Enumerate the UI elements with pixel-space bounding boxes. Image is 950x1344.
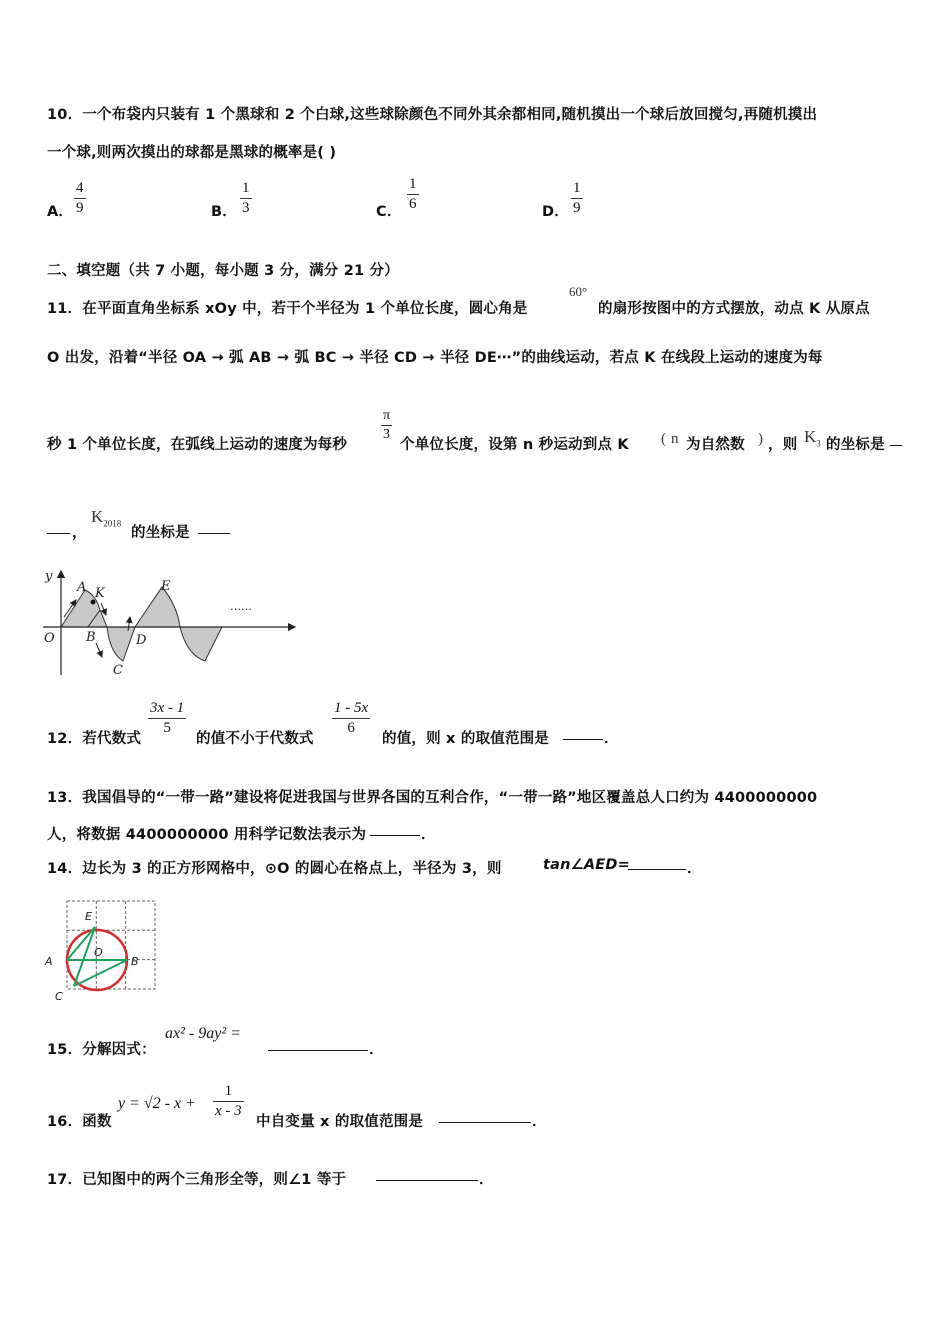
numerator: 4 bbox=[76, 180, 84, 196]
q16-suffix: 中自变量 x 的取值范围是 bbox=[256, 1114, 424, 1130]
denominator: 3 bbox=[383, 427, 391, 442]
q15-end: ． bbox=[369, 1042, 384, 1058]
q12-mid: 的值不小于代数式 bbox=[196, 731, 314, 747]
q11-line2: O 出发，沿着“半径 OA → 弧 AB → 弧 BC → 半径 CD → 半径 DE⋯”的曲线运动，若点 K 在线段上运动的速度为每 bbox=[47, 350, 823, 366]
q11-line3d: 为自然数 bbox=[686, 437, 745, 453]
q11-line1a: 11．在平面直角坐标系 xOy 中，若干个半径为 1 个单位长度，圆心角是 bbox=[47, 301, 528, 317]
label-c: C bbox=[113, 663, 123, 678]
q11-line3f: 的坐标是 bbox=[826, 437, 885, 453]
q10-option-b-fraction bbox=[240, 180, 252, 217]
q12-end: ． bbox=[604, 731, 619, 747]
denominator: 3 bbox=[242, 200, 250, 216]
numerator: 1 bbox=[409, 176, 417, 192]
q13-line2: 人，将数据 4400000000 用科学记数法表示为 bbox=[47, 827, 367, 843]
numerator: π bbox=[383, 408, 391, 423]
q10-option-c-fraction bbox=[407, 176, 419, 213]
label-ellipsis: …… bbox=[230, 600, 252, 613]
label-c: C bbox=[55, 990, 63, 1003]
label-e: E bbox=[161, 579, 171, 594]
q15-expression: ax² - 9ay² = bbox=[165, 1025, 241, 1042]
q11-line3a: 秒 1 个单位长度，在弧线上运动的速度为每秒 bbox=[47, 437, 348, 453]
q11-angle: 60° bbox=[569, 284, 588, 299]
q16-answer-blank[interactable] bbox=[439, 1110, 531, 1127]
q12-suffix: 的值，则 x 的取值范围是 bbox=[382, 731, 550, 747]
q11-k3-answer-blank[interactable] bbox=[890, 433, 902, 450]
q11-sector-figure bbox=[40, 565, 302, 680]
q11-line3b: 个单位长度，设第 n 秒运动到点 K bbox=[400, 437, 629, 453]
label-y: y bbox=[45, 569, 53, 584]
q11-line3e: ，则 bbox=[768, 437, 798, 453]
q12-fraction-2 bbox=[332, 700, 370, 737]
q16-expression: y = √2 - x + bbox=[118, 1095, 196, 1112]
q17-text: 17．已知图中的两个三角形全等，则∠1 等于 bbox=[47, 1172, 347, 1188]
section-title: 二、填空题（共 7 小题，每小题 3 分，满分 21 分） bbox=[47, 263, 399, 279]
q14-answer-blank[interactable] bbox=[628, 857, 686, 874]
q11-speed-fraction bbox=[381, 408, 392, 443]
numerator: 1 bbox=[242, 180, 250, 196]
q15-prefix: 15．分解因式： bbox=[47, 1042, 156, 1058]
q11-line1b: 的扇形按图中的方式摆放，动点 K 从原点 bbox=[598, 301, 870, 317]
q12-prefix: 12．若代数式 bbox=[47, 731, 142, 747]
label-a: A bbox=[45, 955, 53, 968]
q10-option-b-label[interactable]: B． bbox=[211, 204, 237, 220]
denominator: 9 bbox=[76, 200, 84, 216]
numerator: 1 bbox=[573, 180, 581, 196]
q11-k2018: $K_{2018}$ bbox=[91, 507, 122, 529]
denominator: 5 bbox=[163, 720, 171, 736]
q17-end: ． bbox=[479, 1172, 494, 1188]
q16-prefix: 16．函数 bbox=[47, 1114, 112, 1130]
q17-answer-blank[interactable] bbox=[376, 1168, 478, 1185]
q12-fraction-1 bbox=[148, 700, 186, 737]
numerator: 1 bbox=[224, 1083, 233, 1099]
q11-line4a: ， bbox=[72, 525, 87, 541]
numerator: 1 - 5x bbox=[334, 700, 369, 716]
q16-fraction bbox=[213, 1083, 244, 1120]
denominator: 6 bbox=[409, 196, 417, 212]
denominator: 9 bbox=[573, 200, 581, 216]
q10-option-d-fraction bbox=[571, 180, 583, 217]
q15-answer-blank[interactable] bbox=[268, 1038, 368, 1055]
q10-line1: 10．一个布袋内只装有 1 个黑球和 2 个白球,这些球除颜色不同外其余都相同,随机摸出一个球后放回搅匀,再随机摸出 bbox=[47, 107, 818, 123]
label-o: O bbox=[94, 946, 103, 959]
q10-option-a-fraction bbox=[74, 180, 86, 217]
label-o: O bbox=[44, 631, 55, 646]
denominator: x - 3 bbox=[215, 1103, 242, 1119]
q10-line2: 一个球,则两次摸出的球都是黑球的概率是( ) bbox=[47, 145, 337, 161]
q11-paren-open: ( bbox=[661, 431, 666, 447]
label-d: D bbox=[136, 633, 147, 648]
q14-grid-figure bbox=[40, 895, 165, 1005]
q11-line4b: 的坐标是 bbox=[131, 525, 190, 541]
q10-option-a-label[interactable]: A． bbox=[47, 204, 74, 220]
q16-end: ． bbox=[532, 1114, 547, 1130]
q11-k3-blank-continued[interactable] bbox=[47, 521, 70, 538]
q14-text: 14．边长为 3 的正方形网格中，⊙O 的圆心在格点上，半径为 3，则 bbox=[47, 861, 502, 877]
label-b: B bbox=[131, 955, 139, 968]
q13-end: ． bbox=[421, 827, 436, 843]
q11-paren-close: ) bbox=[758, 431, 763, 447]
q11-n-var: n bbox=[671, 431, 679, 447]
q14-expr: tan∠AED= bbox=[543, 857, 630, 873]
denominator: 6 bbox=[347, 720, 355, 736]
q14-end: ． bbox=[687, 861, 702, 877]
q10-option-d-label[interactable]: D． bbox=[542, 204, 569, 220]
numerator: 3x - 1 bbox=[150, 700, 185, 716]
q11-k3: $K_3$ bbox=[804, 427, 821, 449]
q11-k2018-answer-blank[interactable] bbox=[198, 521, 230, 538]
q13-line1: 13．我国倡导的“一带一路”建设将促进我国与世界各国的互利合作，“一带一路”地区覆盖总人口约为 4400000000 bbox=[47, 790, 818, 806]
label-a: A bbox=[77, 580, 87, 595]
q12-answer-blank[interactable] bbox=[563, 727, 603, 744]
label-k: K bbox=[95, 586, 105, 601]
q13-answer-blank[interactable] bbox=[370, 823, 420, 840]
label-b: B bbox=[86, 630, 96, 645]
q10-option-c-label[interactable]: C． bbox=[376, 204, 402, 220]
label-e: E bbox=[85, 910, 92, 923]
